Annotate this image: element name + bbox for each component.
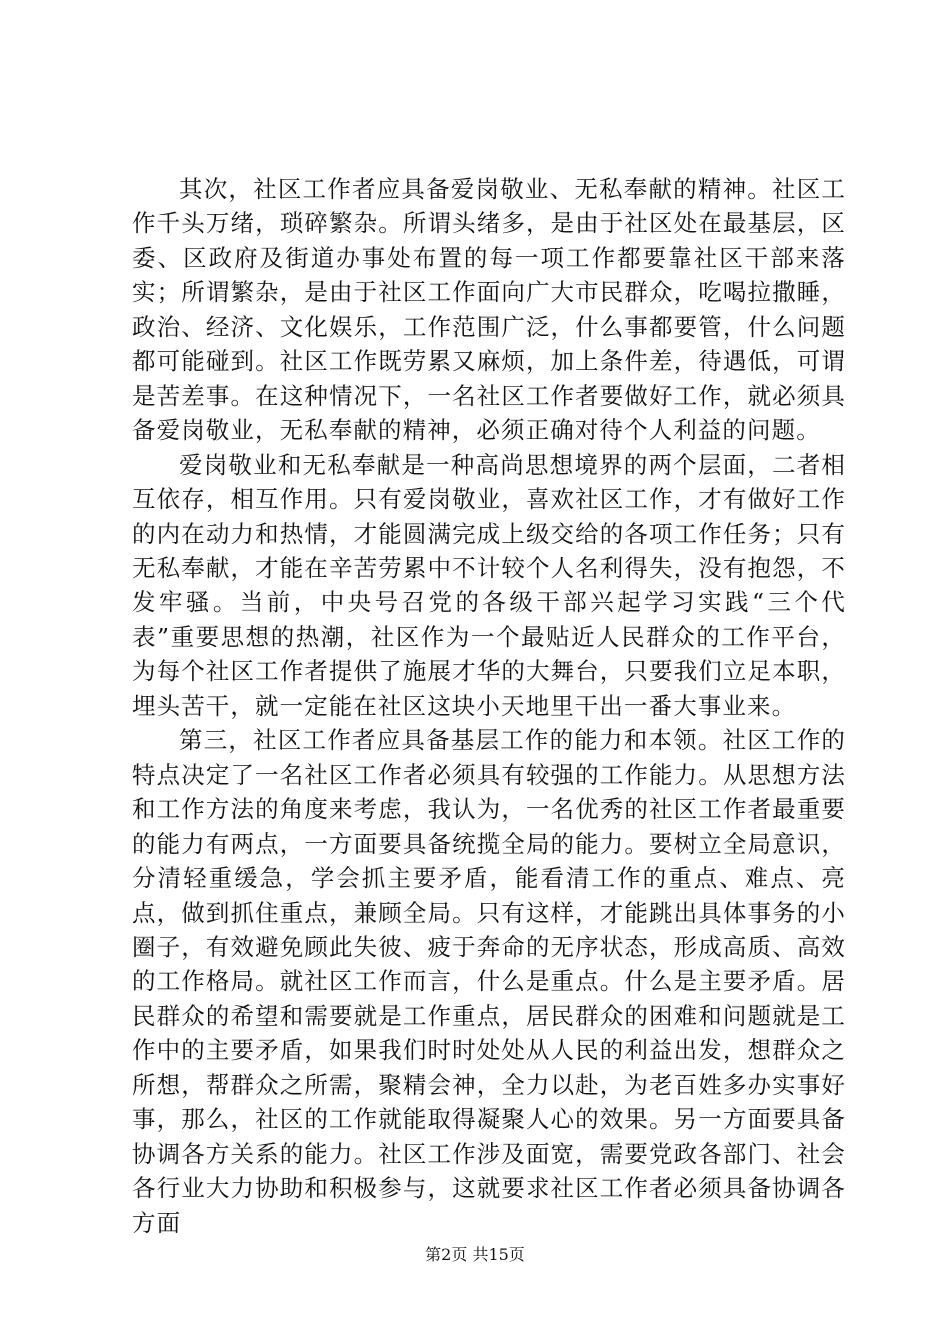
page-number-footer: 第2页 共15页 xyxy=(425,1245,525,1264)
paragraph-3: 第三，社区工作者应具备基层工作的能力和本领。社区工作的特点决定了一名社区工作者必须具有较强的工作能力。从思想方法和工作方法的角度来考虑，我认为，一名优秀的社区工作者最重要的能力有两点，一方面要具备统揽全局的能力。要树立全局意识，分清轻重缓急，学会抓主要矛盾，能看清工作的重点、难点、亮点，做到抓住重点，兼顾全局。只有这样，才能跳出具体事务的小圈子，有效避免顾此失彼、疲于奔命的无序状态，形成高质、高效的工作格局。就社区工作而言，什么是重点。什么是主要矛盾。居民群众的希望和需要就是工作重点，居民群众的困难和问题就是工作中的主要矛盾，如果我们时时处处从人民的利益出发，想群众之所想，帮群众之所需，聚精会神，全力以赴，为老百姓多办实事好事，那么，社区的工作就能取得凝聚人心的效果。另一方面要具备协调各方关系的能力。社区工作涉及面宽，需要党政各部门、社会各行业大力协助和积极参与，这就要求社区工作者必须具备协调各方面 xyxy=(132,726,846,1237)
document-body xyxy=(132,172,846,1240)
paragraph-2: 爱岗敬业和无私奉献是一种高尚思想境界的两个层面，二者相互依存，相互作用。只有爱岗敬业，喜欢社区工作，才有做好工作的内在动力和热情，才能圆满完成上级交给的各项工作任务；只有无私奉献，才能在辛苦劳累中不计较个人名利得失，没有抱怨，不发牢骚。当前，中央号召党的各级干部兴起学习实践“三个代表”重要思想的热潮，社区作为一个最贴近人民群众的工作平台，为每个社区工作者提供了施展才华的大舞台，只要我们立足本职，埋头苦干，就一定能在社区这块小天地里干出一番大事业来。 xyxy=(132,450,846,720)
paragraph-1: 其次，社区工作者应具备爱岗敬业、无私奉献的精神。社区工作千头万绪，琐碎繁杂。所谓头绪多，是由于社区处在最基层，区委、区政府及街道办事处布置的每一项工作都要靠社区干部来落实；所谓繁杂，是由于社区工作面向广大市民群众，吃喝拉撒睡，政治、经济、文化娱乐，工作范围广泛，什么事都要管，什么问题都可能碰到。社区工作既劳累又麻烦，加上条件差，待遇低，可谓是苦差事。在这种情况下，一名社区工作者要做好工作，就必须具备爱岗敬业，无私奉献的精神，必须正确对待个人利益的问题。 xyxy=(132,175,846,445)
